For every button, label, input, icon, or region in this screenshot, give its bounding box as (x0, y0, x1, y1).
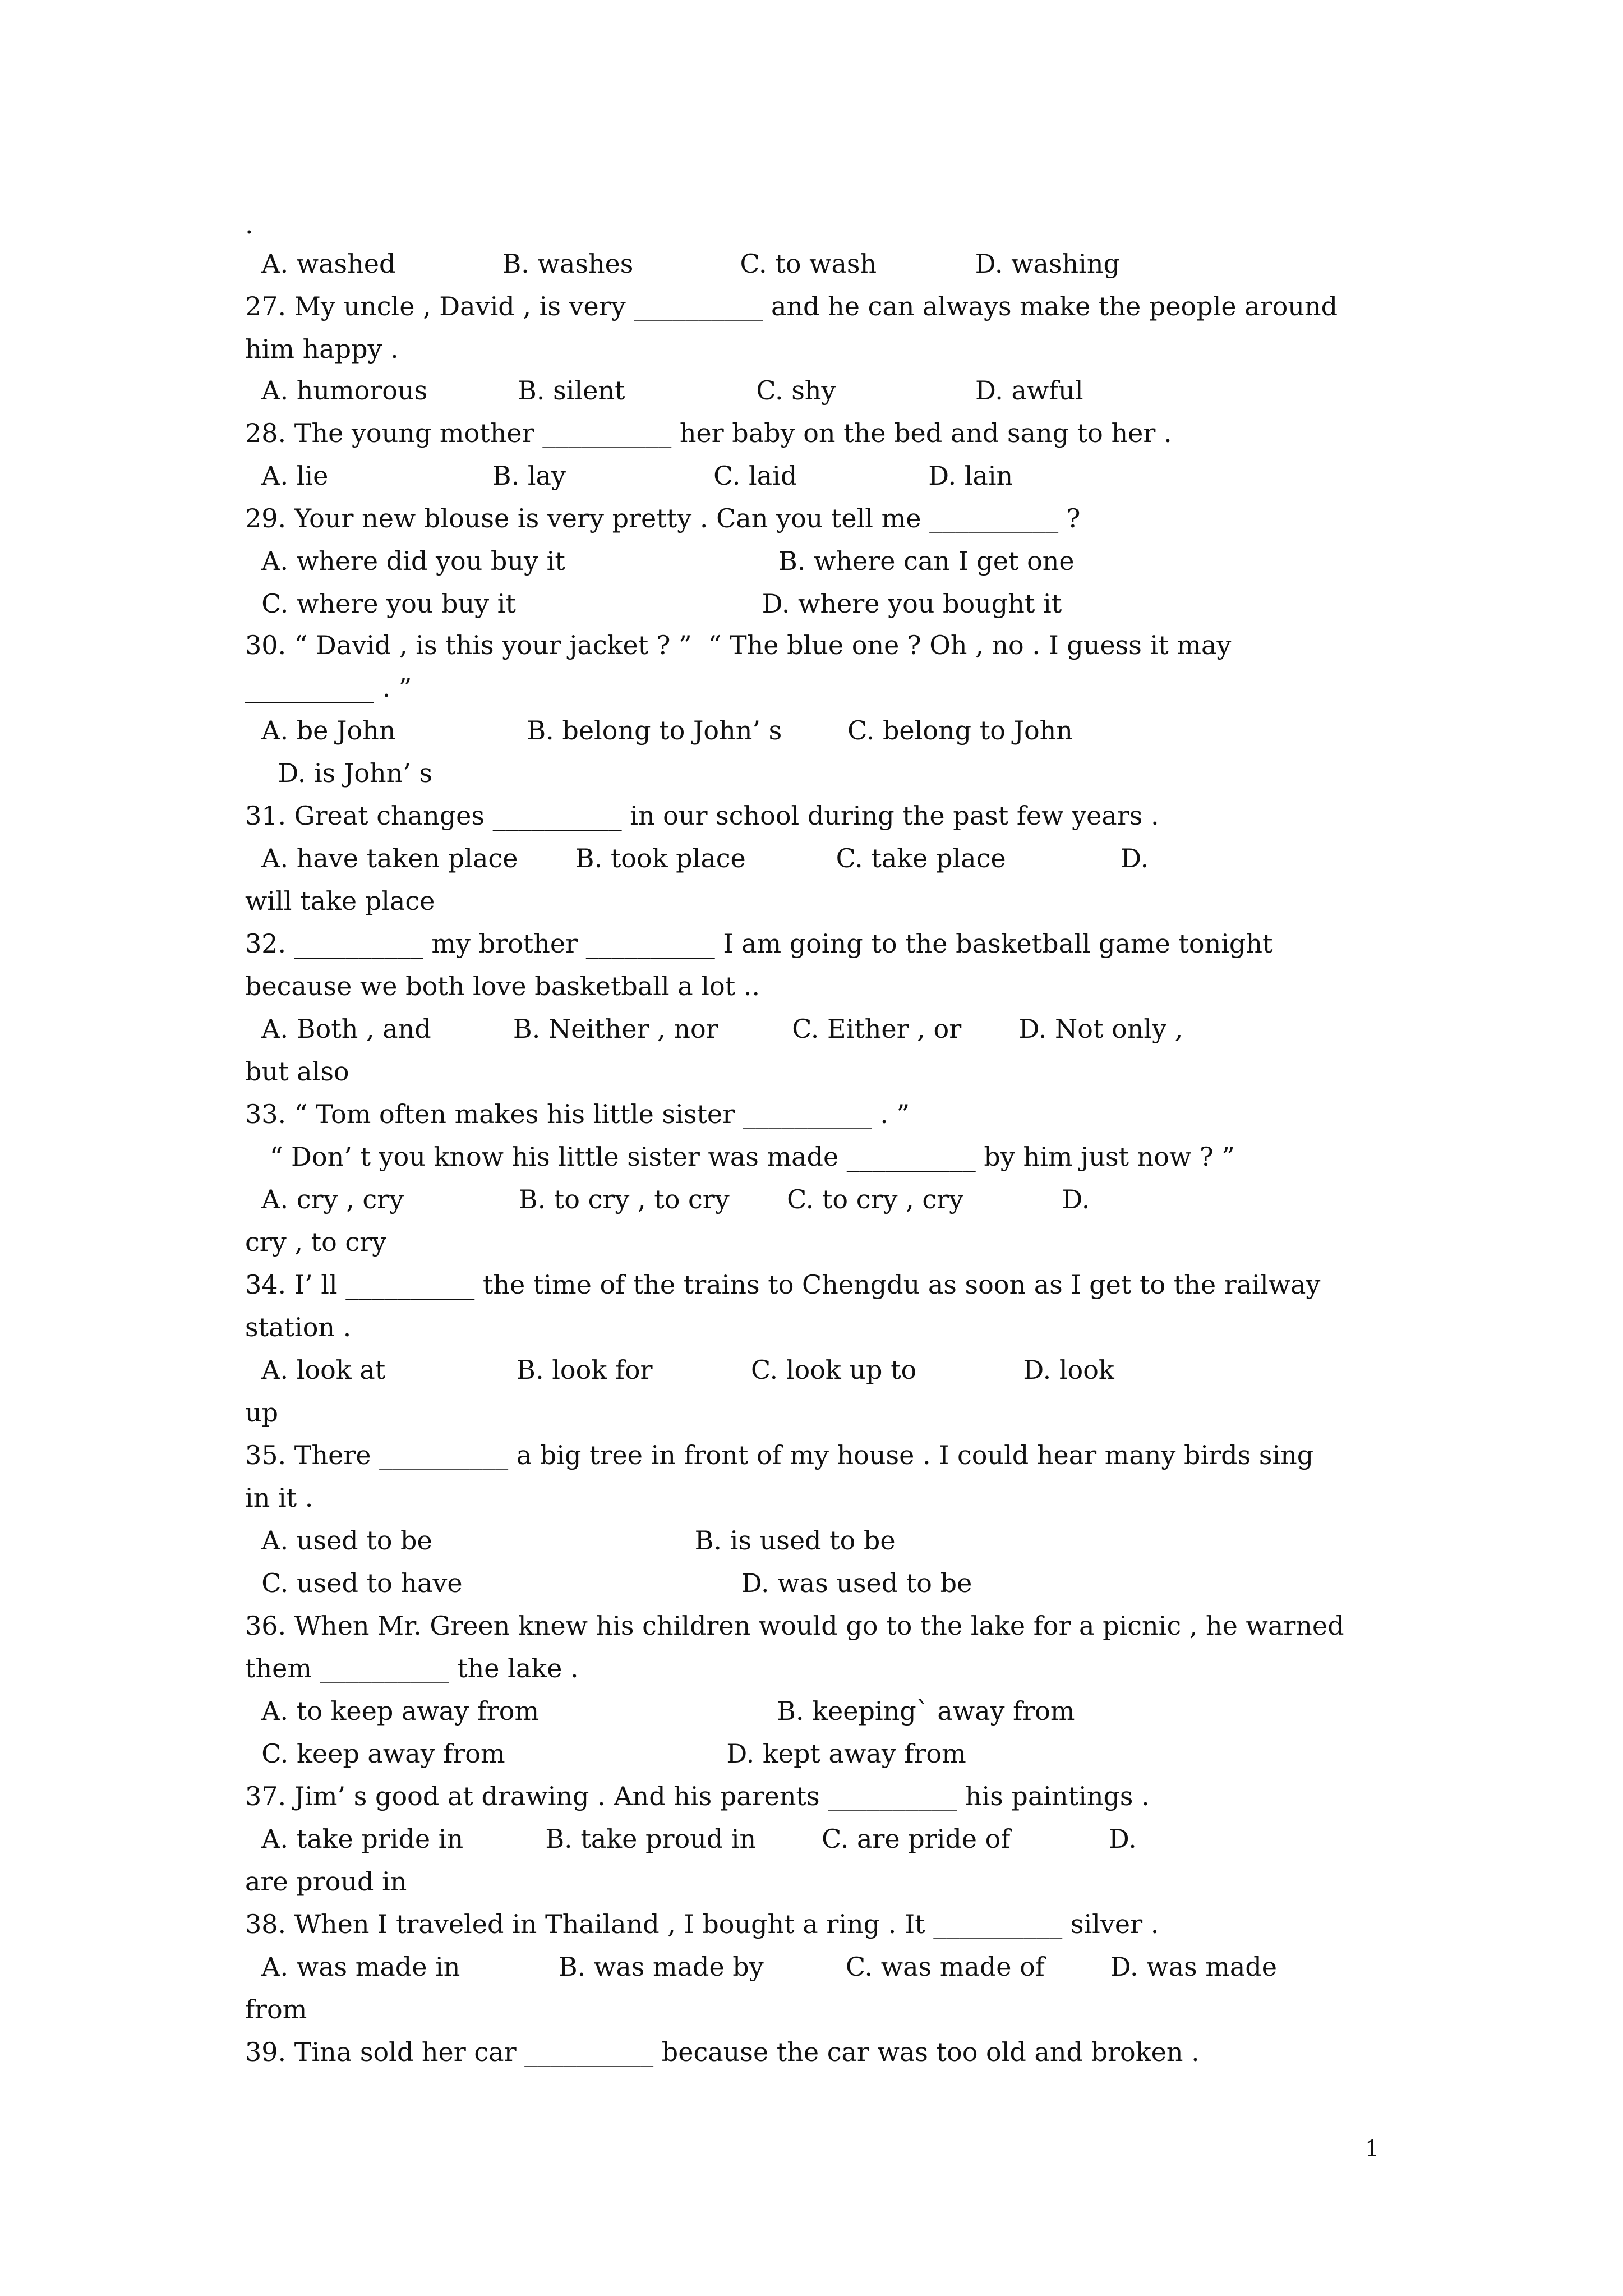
text-line: D. is John’ s (245, 758, 433, 788)
text-line: __________ . ” (245, 673, 412, 703)
text-line: A. to keep away from B. keeping` away from (245, 1696, 1075, 1726)
text-line: 34. I’ ll __________ the time of the trains to Chengdu as soon as I get to the railway (245, 1269, 1321, 1300)
text-line: are proud in (245, 1866, 407, 1897)
text-line: A. lie B. lay C. laid D. lain (245, 461, 1013, 491)
text-line: 29. Your new blouse is very pretty . Can you tell me __________ ? (245, 503, 1081, 533)
text-line: cry , to cry (245, 1227, 387, 1257)
text-line: A. take pride in B. take proud in C. are pride of D. (245, 1824, 1137, 1854)
text-line: but also (245, 1056, 349, 1087)
text-line: A. Both , and B. Neither , nor C. Either , or D. Not only , (245, 1014, 1183, 1044)
text-line: 36. When Mr. Green knew his children would go to the lake for a picnic , he warned (245, 1611, 1344, 1641)
text-line: 32. __________ my brother __________ I am going to the basketball game tonight (245, 928, 1273, 959)
text-line: A. look at B. look for C. look up to D. look (245, 1355, 1114, 1385)
text-line: A. cry , cry B. to cry , to cry C. to cry , cry D. (245, 1184, 1090, 1214)
text-line: because we both love basketball a lot .. (245, 971, 760, 1001)
text-line: in it . (245, 1483, 313, 1513)
text-line: will take place (245, 886, 435, 916)
text-line: C. where you buy it D. where you bought it (245, 588, 1062, 619)
text-line: 38. When I traveled in Thailand , I bought a ring . It __________ silver . (245, 1909, 1159, 1939)
text-line: them __________ the lake . (245, 1653, 579, 1683)
text-line: A. washed B. washes C. to wash D. washing (245, 249, 1120, 279)
text-line: up (245, 1397, 279, 1428)
text-line: A. be John B. belong to John’ s C. belong to John (245, 715, 1073, 746)
text-line: 28. The young mother __________ her baby on the bed and sang to her . (245, 418, 1172, 448)
text-line: A. humorous B. silent C. shy D. awful (245, 375, 1083, 406)
text-line: station . (245, 1312, 352, 1342)
text-line: C. keep away from D. kept away from (245, 1738, 966, 1769)
text-line: 37. Jim’ s good at drawing . And his parents __________ his paintings . (245, 1781, 1150, 1811)
text-line: 27. My uncle , David , is very __________ and he can always make the people around (245, 291, 1338, 321)
text-line: A. where did you buy it B. where can I get one (245, 546, 1075, 576)
text-line: 33. “ Tom often makes his little sister __________ . ” (245, 1099, 910, 1129)
text-line: 30. “ David , is this your jacket ? ” “ The blue one ? Oh , no . I guess it may (245, 630, 1232, 660)
text-line: A. have taken place B. took place C. take place D. (245, 843, 1149, 873)
text-line: . (245, 209, 253, 240)
text-line: A. used to be B. is used to be (245, 1525, 896, 1556)
text-line: 31. Great changes __________ in our school during the past few years . (245, 800, 1159, 831)
text-line: 39. Tina sold her car __________ because the car was too old and broken . (245, 2037, 1200, 2067)
text-line: “ Don’ t you know his little sister was made __________ by him just now ? ” (245, 1142, 1235, 1172)
text-line: A. was made in B. was made by C. was made of D. was made (245, 1952, 1278, 1982)
text-line: from (245, 1994, 307, 2024)
text-line: him happy . (245, 334, 399, 364)
text-line: 35. There __________ a big tree in front of my house . I could hear many birds sing (245, 1440, 1314, 1470)
page-number: 1 (1365, 2136, 1380, 2162)
text-line: C. used to have D. was used to be (245, 1568, 972, 1598)
